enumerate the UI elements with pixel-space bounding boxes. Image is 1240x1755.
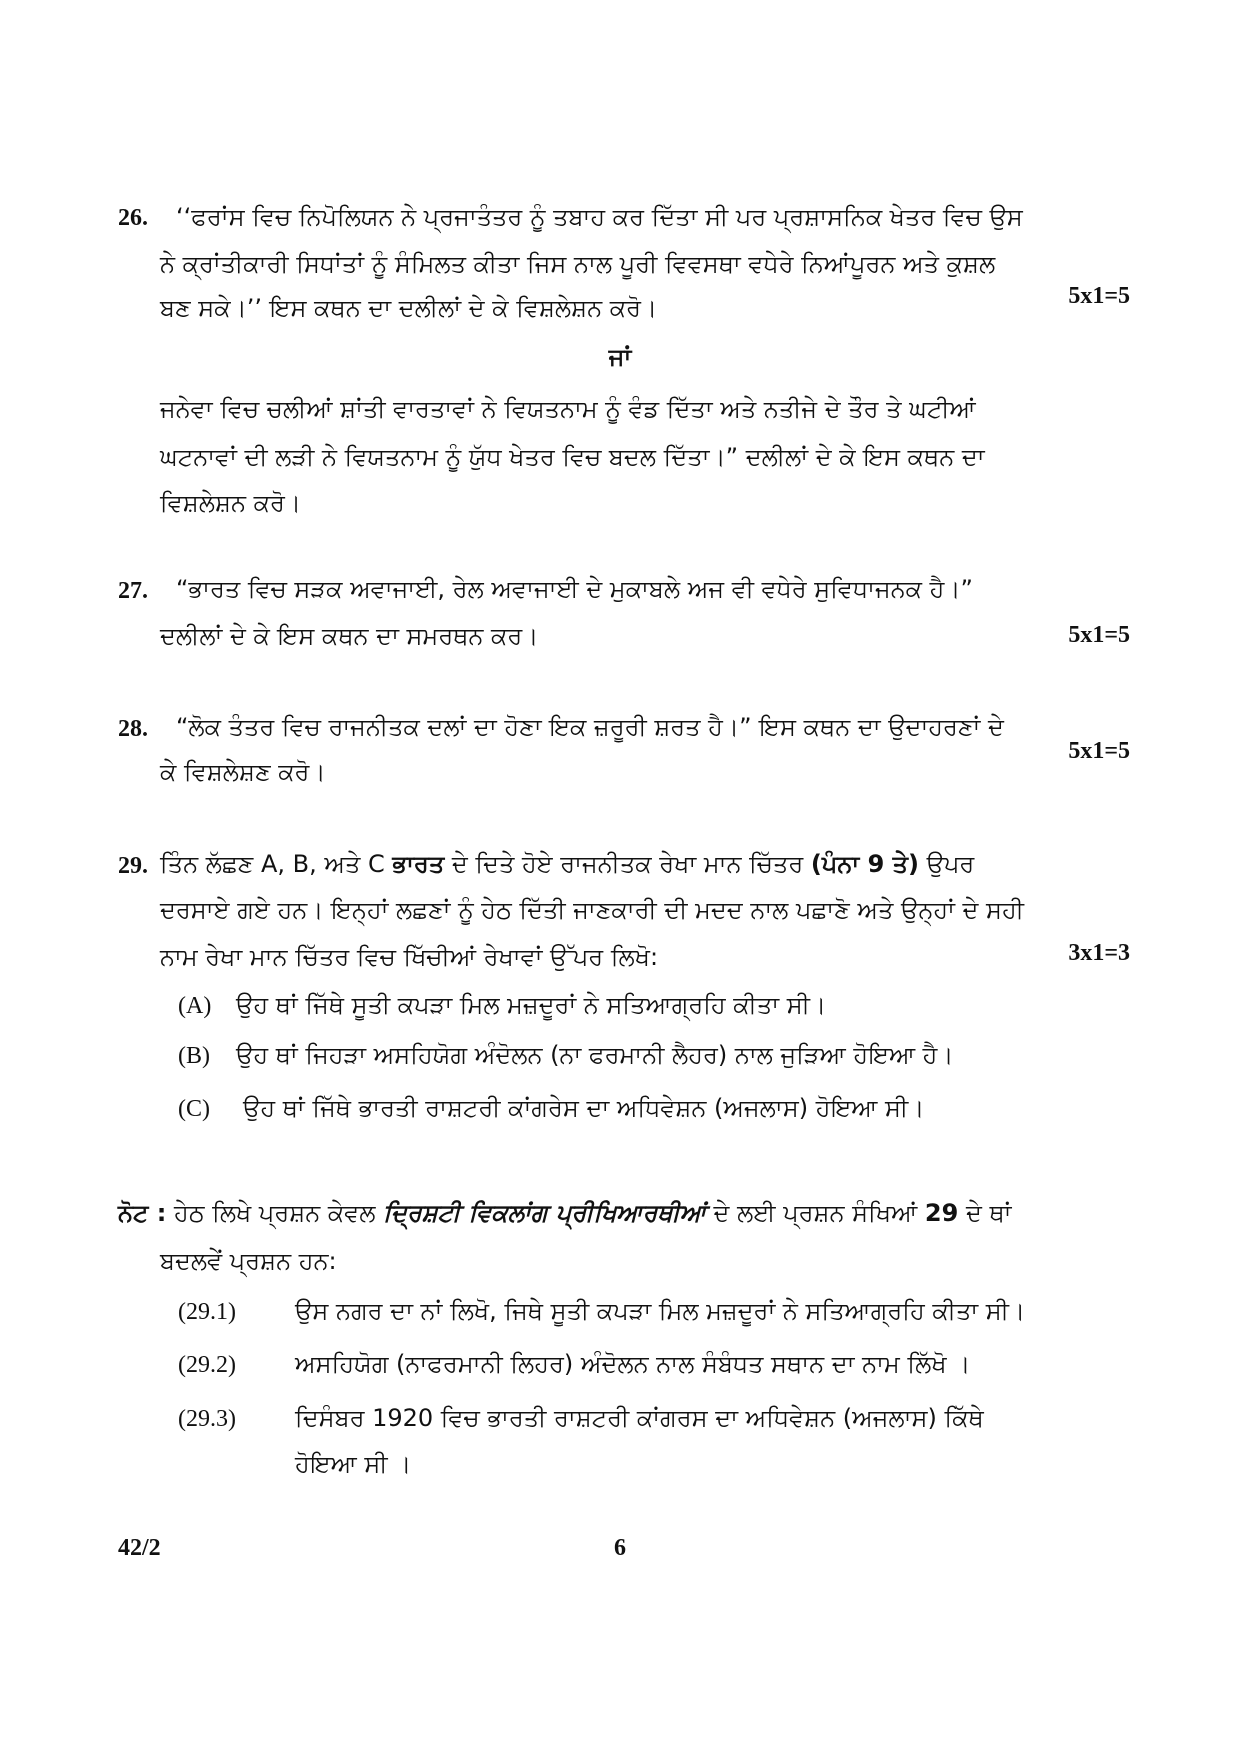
sub-item-text: ਉਹ ਥਾਂ ਜਿਹੜਾ ਅਸਹਿਯੋਗ ਅੰਦੋਲਨ (ਨਾ ਫਰਮਾਨੀ ਲੈਹਰ) ਨਾਲ ਜੁੜਿਆ ਹੋਇਆ ਹੈ। bbox=[236, 1041, 954, 1069]
sub-item-text: ਉਹ ਥਾਂ ਜਿੱਥੇ ਭਾਰਤੀ ਰਾਸ਼ਟਰੀ ਕਾਂਗਰੇਸ ਦਾ ਅਧਿਵੇਸ਼ਨ (ਅਜਲਾਸ) ਹੋਇਆ ਸੀ। bbox=[243, 1094, 925, 1122]
sub-item-text: ਉਹ ਥਾਂ ਜਿੱਥੇ ਸੂਤੀ ਕਪੜਾ ਮਿਲ ਮਜ਼ਦੂਰਾਂ ਨੇ ਸਤਿਆਗ੍ਰਹਿ ਕੀਤਾ ਸੀ। bbox=[236, 991, 827, 1019]
question-text-line: ਦਰਸਾਏ ਗਏ ਹਨ। ਇਨ੍ਹਾਂ ਲਛਣਾਂ ਨੂੰ ਹੇਠ ਦਿੱਤੀ ਜਾਣਕਾਰੀ ਦੀ ਮਦਦ ਨਾਲ ਪਛਾਣੋ ਅਤੇ ਉਨ੍ਹਾਂ ਦੇ ਸਹੀ bbox=[160, 896, 1024, 924]
marks-label: 5x1=5 bbox=[1068, 738, 1130, 764]
text-run: ਤਿੰਨ ਲੱਛਣ A, B, ਅਤੇ C bbox=[160, 850, 393, 878]
question-text-line: ਨਾਮ ਰੇਖਾ ਮਾਨ ਚਿੱਤਰ ਵਿਚ ਖਿੱਚੀਆਂ ਰੇਖਾਵਾਂ ਉੱਪਰ ਲਿਖੋ: bbox=[160, 943, 659, 971]
sub-item-label: (A) bbox=[178, 993, 212, 1019]
page-number: 6 bbox=[614, 1535, 626, 1561]
question-number: 28. bbox=[118, 716, 148, 742]
alt-question-text: ਅਸਹਿਯੋਗ (ਨਾਫਰਮਾਨੀ ਲਿਹਰ) ਅੰਦੋਲਨ ਨਾਲ ਸੰਬੰਧਤ ਸਥਾਨ ਦਾ ਨਾਮ ਲਿੱਖੋ । bbox=[295, 1350, 971, 1378]
note-line bbox=[118, 1199, 1011, 1227]
text-run-bold: ਭਾਰਤ bbox=[392, 850, 445, 878]
text-run: ਉਪਰ bbox=[918, 850, 975, 878]
question-number: 29. bbox=[118, 853, 148, 879]
or-separator: ਜਾਂ bbox=[608, 343, 632, 371]
alt-question-text: ਦਿਸੰਬਰ 1920 ਵਿਚ ਭਾਰਤੀ ਰਾਸ਼ਟਰੀ ਕਾਂਗਰਸ ਦਾ ਅਧਿਵੇਸ਼ਨ (ਅਜਲਾਸ) ਕਿੱਥੇ bbox=[295, 1404, 984, 1432]
question-text-line: ਵਿਸ਼ਲੇਸ਼ਨ ਕਰੋ। bbox=[160, 489, 301, 517]
question-text-line: ਜਨੇਵਾ ਵਿਚ ਚਲੀਆਂ ਸ਼ਾਂਤੀ ਵਾਰਤਾਵਾਂ ਨੇ ਵਿਯਤਨਾਮ ਨੂੰ ਵੰਡ ਦਿੱਤਾ ਅਤੇ ਨਤੀਜੇ ਦੇ ਤੌਰ ਤੇ ਘਟੀਆਂ bbox=[160, 395, 976, 423]
question-text-line: ਬਣ ਸਕੇ।’’ ਇਸ ਕਥਨ ਦਾ ਦਲੀਲਾਂ ਦੇ ਕੇ ਵਿਸ਼ਲੇਸ਼ਨ ਕਰੋ। bbox=[160, 294, 658, 322]
text-run: ਦੇ ਲਈ ਪ੍ਰਸ਼ਨ ਸੰਖਿਆਂ bbox=[705, 1199, 925, 1227]
alt-question-text: ਹੋਇਆ ਸੀ । bbox=[295, 1450, 412, 1478]
question-text-line: ਨੇ ਕ੍ਰਾਂਤੀਕਾਰੀ ਸਿਧਾਂਤਾਂ ਨੂੰ ਸੰਮਿਲਤ ਕੀਤਾ ਜਿਸ ਨਾਲ ਪੂਰੀ ਵਿਵਸਥਾ ਵਧੇਰੇ ਨਿਆਂਪੂਰਨ ਅਤੇ ਕੁਸ਼ਲ bbox=[160, 250, 996, 278]
paper-code: 42/2 bbox=[118, 1535, 161, 1561]
text-run-bold: 29 bbox=[924, 1199, 959, 1227]
alt-question-text: ਉਸ ਨਗਰ ਦਾ ਨਾਂ ਲਿਖੋ, ਜਿਥੇ ਸੂਤੀ ਕਪੜਾ ਮਿਲ ਮਜ਼ਦੂਰਾਂ ਨੇ ਸਤਿਆਗ੍ਰਹਿ ਕੀਤਾ ਸੀ। bbox=[295, 1297, 1026, 1325]
question-text-line: ‘‘ਫਰਾਂਸ ਵਿਚ ਨਿਪੋਲਿਯਨ ਨੇ ਪ੍ਰਜਾਤੰਤਰ ਨੂੰ ਤਬਾਹ ਕਰ ਦਿੱਤਾ ਸੀ ਪਰ ਪ੍ਰਸ਼ਾਸਨਿਕ ਖੇਤਰ ਵਿਚ ਉਸ bbox=[176, 203, 1023, 231]
text-run-bold: (ਪੰਨਾ 9 ਤੇ) bbox=[810, 850, 919, 878]
text-run-emphasis: ਦ੍ਰਿਸ਼ਟੀ ਵਿਕਲਾਂਗ ਪ੍ਰੀਖਿਆਰਥੀਆਂ bbox=[383, 1199, 706, 1227]
text-run: ਦੇ ਦਿਤੇ ਹੋਏ ਰਾਜਨੀਤਕ ਰੇਖਾ ਮਾਨ ਚਿੱਤਰ bbox=[444, 850, 811, 878]
question-text-line: “ਲੋਕ ਤੰਤਰ ਵਿਚ ਰਾਜਨੀਤਕ ਦਲਾਂ ਦਾ ਹੋਣਾ ਇਕ ਜ਼ਰੂਰੀ ਸ਼ਰਤ ਹੈ।” ਇਸ ਕਥਨ ਦਾ ਉਦਾਹਰਣਾਂ ਦੇ bbox=[176, 713, 1004, 741]
sub-item-label: (C) bbox=[178, 1096, 210, 1122]
marks-label: 5x1=5 bbox=[1068, 622, 1130, 648]
question-text-line bbox=[160, 850, 974, 878]
question-number: 26. bbox=[118, 205, 148, 231]
alt-question-label: (29.2) bbox=[178, 1352, 236, 1378]
question-text-line: ਕੇ ਵਿਸ਼ਲੇਸ਼ਣ ਕਰੋ। bbox=[160, 758, 326, 786]
alt-question-label: (29.1) bbox=[178, 1299, 236, 1325]
question-text-line: ਦਲੀਲਾਂ ਦੇ ਕੇ ਇਸ ਕਥਨ ਦਾ ਸਮਰਥਨ ਕਰ। bbox=[160, 622, 539, 650]
text-run: ਹੇਠ ਲਿਖੇ ਪ੍ਰਸ਼ਨ ਕੇਵਲ bbox=[166, 1199, 384, 1227]
note-line: ਬਦਲਵੇਂ ਪ੍ਰਸ਼ਨ ਹਨ: bbox=[160, 1247, 337, 1275]
question-number: 27. bbox=[118, 578, 148, 604]
alt-question-label: (29.3) bbox=[178, 1406, 236, 1432]
sub-item-label: (B) bbox=[178, 1043, 210, 1069]
question-text-line: “ਭਾਰਤ ਵਿਚ ਸੜਕ ਅਵਾਜਾਈ, ਰੇਲ ਅਵਾਜਾਈ ਦੇ ਮੁਕਾਬਲੇ ਅਜ ਵੀ ਵਧੇਰੇ ਸੁਵਿਧਾਜਨਕ ਹੈ।” bbox=[176, 575, 973, 603]
question-text-line: ਘਟਨਾਵਾਂ ਦੀ ਲੜੀ ਨੇ ਵਿਯਤਨਾਮ ਨੂੰ ਯੁੱਧ ਖੇਤਰ ਵਿਚ ਬਦਲ ਦਿੱਤਾ।” ਦਲੀਲਾਂ ਦੇ ਕੇ ਇਸ ਕਥਨ ਦਾ bbox=[160, 443, 985, 471]
marks-label: 5x1=5 bbox=[1068, 283, 1130, 309]
marks-label: 3x1=3 bbox=[1068, 940, 1130, 966]
text-run: ਦੇ ਥਾਂ bbox=[958, 1199, 1012, 1227]
note-label: ਨੋਟ : bbox=[118, 1199, 167, 1227]
